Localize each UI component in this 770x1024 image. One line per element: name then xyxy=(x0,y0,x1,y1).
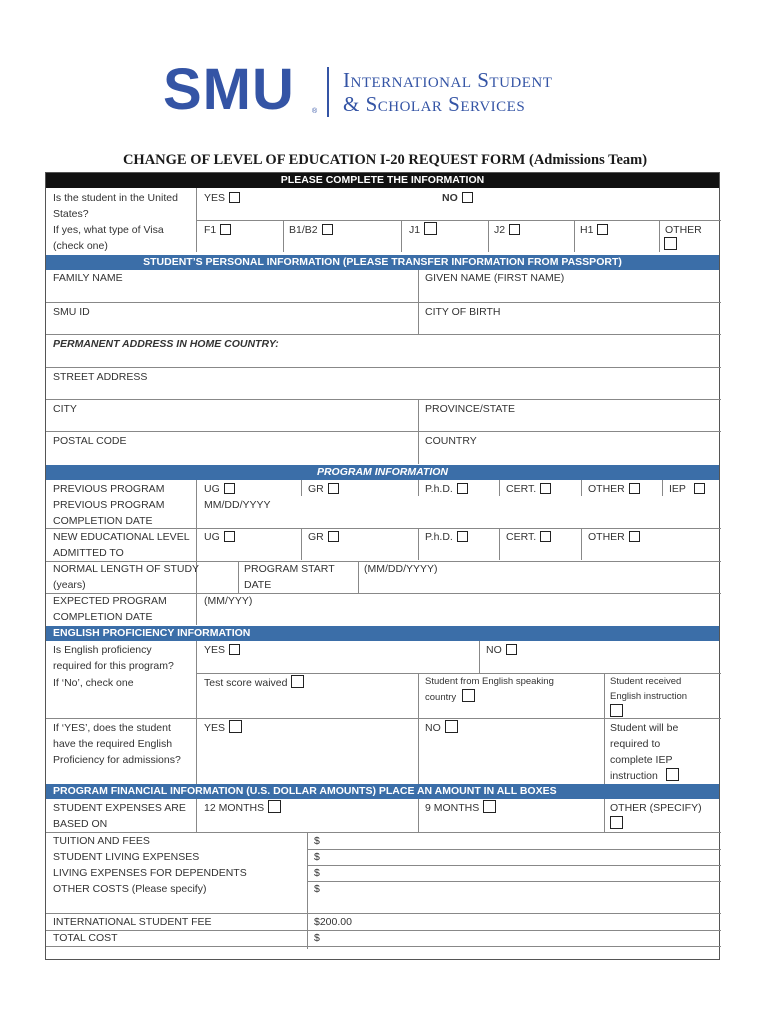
divider xyxy=(196,718,721,719)
city-label: CITY xyxy=(53,403,77,415)
english-no-checkbox[interactable] xyxy=(506,644,517,655)
visa-h1-checkbox[interactable] xyxy=(597,224,608,235)
expected-completion-label: EXPECTED PROGRAM COMPLETION DATE xyxy=(53,595,167,623)
divider xyxy=(418,673,419,784)
divider xyxy=(46,718,196,719)
in-us-no-checkbox[interactable] xyxy=(462,192,473,203)
new-gr-checkbox[interactable] xyxy=(328,531,339,542)
in-us-no[interactable] xyxy=(442,190,473,206)
new-other[interactable] xyxy=(588,529,640,545)
normal-length-label: NORMAL LENGTH OF STUDY (years) xyxy=(53,563,199,591)
smu-wordmark: SMU xyxy=(163,57,295,122)
months-9-checkbox[interactable] xyxy=(483,800,496,813)
prev-gr-label: GR xyxy=(308,483,324,495)
new-cert[interactable] xyxy=(506,529,551,545)
divider xyxy=(46,431,721,432)
prev-completion-label: PREVIOUS PROGRAM COMPLETION DATE xyxy=(53,499,165,527)
divider xyxy=(574,220,575,252)
test-waived-label: Test score waived xyxy=(204,677,288,689)
visa-b1b2-label: B1/B2 xyxy=(289,224,318,236)
in-us-yes-label: YES xyxy=(204,192,226,204)
section-program-header: PROGRAM INFORMATION xyxy=(46,465,719,480)
new-ug[interactable] xyxy=(204,529,235,545)
divider xyxy=(662,480,663,496)
divider xyxy=(604,673,605,784)
months-12-checkbox[interactable] xyxy=(268,800,281,813)
english-no2-label: NO xyxy=(425,722,441,734)
received-instruction-checkbox[interactable] xyxy=(610,704,623,717)
prev-other-label: OTHER xyxy=(588,483,625,495)
visa-b1b2[interactable] xyxy=(289,222,333,238)
divider xyxy=(418,528,419,560)
dependents-label: LIVING EXPENSES FOR DEPENDENTS xyxy=(53,867,247,879)
divider xyxy=(499,480,500,496)
logo-divider xyxy=(327,67,329,117)
months-12-label: 12 MONTHS xyxy=(204,802,265,814)
english-country-label: Student from English speaking country xyxy=(425,676,554,703)
smu-logo xyxy=(0,57,770,122)
english-country[interactable] xyxy=(425,674,575,705)
divider xyxy=(196,220,721,221)
new-phd[interactable] xyxy=(425,529,468,545)
visa-other-label: OTHER xyxy=(665,224,702,236)
divider xyxy=(307,881,721,882)
prev-completion-hint: MM/DD/YYYY xyxy=(204,499,271,511)
divider xyxy=(46,367,721,368)
new-gr-label: GR xyxy=(308,531,324,543)
intl-fee-label: INTERNATIONAL STUDENT FEE xyxy=(53,916,212,928)
months-12[interactable] xyxy=(204,800,281,816)
divider xyxy=(196,799,197,832)
prev-iep[interactable] xyxy=(669,481,705,497)
divider xyxy=(659,220,660,252)
prev-phd-checkbox[interactable] xyxy=(457,483,468,494)
iep-required-label: Student will be required to complete IEP instruction xyxy=(610,722,679,782)
prev-cert[interactable] xyxy=(506,481,551,497)
test-waived[interactable] xyxy=(204,675,304,691)
prev-cert-label: CERT. xyxy=(506,483,537,495)
divider xyxy=(46,302,721,303)
new-ug-checkbox[interactable] xyxy=(224,531,235,542)
new-gr[interactable] xyxy=(308,529,339,545)
divider xyxy=(488,220,489,252)
tuition-value[interactable]: $ xyxy=(314,835,320,847)
prev-ug[interactable] xyxy=(204,481,235,497)
visa-j2-label: J2 xyxy=(494,224,506,236)
divider xyxy=(418,480,419,496)
permanent-address-label: PERMANENT ADDRESS IN HOME COUNTRY: xyxy=(53,338,279,350)
section-english-header: ENGLISH PROFICIENCY INFORMATION xyxy=(46,626,719,641)
start-date-hint: (MM/DD/YYYY) xyxy=(364,563,438,575)
expected-completion-hint: (MM/YYY) xyxy=(204,595,253,607)
months-9[interactable] xyxy=(425,800,496,816)
english-no-label: NO xyxy=(486,644,502,656)
other-costs-value[interactable]: $ xyxy=(314,883,320,895)
visa-other-checkbox[interactable] xyxy=(664,237,677,250)
divider xyxy=(301,480,302,496)
new-cert-label: CERT. xyxy=(506,531,537,543)
registered-mark: ® xyxy=(312,108,318,115)
visa-question: If yes, what type of Visa (check one) xyxy=(53,224,164,252)
prev-ug-checkbox[interactable] xyxy=(224,483,235,494)
english-no2[interactable] xyxy=(425,720,458,736)
months-9-label: 9 MONTHS xyxy=(425,802,480,814)
request-form xyxy=(45,172,720,960)
prev-ug-label: UG xyxy=(204,483,220,495)
other-specify-label: OTHER (SPECIFY) xyxy=(610,802,702,814)
divider xyxy=(196,641,197,784)
new-phd-checkbox[interactable] xyxy=(457,531,468,542)
divider xyxy=(358,561,359,593)
english-required-question: Is English proficiency required for this program? xyxy=(53,644,174,672)
divider xyxy=(46,946,721,947)
visa-j1-checkbox[interactable] xyxy=(424,222,437,235)
new-phd-label: P.h.D. xyxy=(425,531,453,543)
english-country-checkbox[interactable] xyxy=(462,689,475,702)
divider xyxy=(46,399,721,400)
divider xyxy=(46,334,721,335)
divider xyxy=(604,799,605,832)
visa-j2-checkbox[interactable] xyxy=(509,224,520,235)
new-other-label: OTHER xyxy=(588,531,625,543)
english-no2-checkbox[interactable] xyxy=(445,720,458,733)
divider xyxy=(401,220,402,252)
prev-phd-label: P.h.D. xyxy=(425,483,453,495)
iep-required-checkbox[interactable] xyxy=(666,768,679,781)
visa-f1-label: F1 xyxy=(204,224,217,236)
english-yes-checkbox[interactable] xyxy=(229,644,240,655)
previous-program-label: PREVIOUS PROGRAM xyxy=(53,483,165,495)
in-us-yes-checkbox[interactable] xyxy=(229,192,240,203)
start-date-label: PROGRAM START DATE xyxy=(244,563,335,591)
prev-gr[interactable] xyxy=(308,481,339,497)
new-ug-label: UG xyxy=(204,531,220,543)
dependents-value[interactable]: $ xyxy=(314,867,320,879)
city-of-birth-label: CITY OF BIRTH xyxy=(425,306,501,318)
divider xyxy=(307,865,721,866)
postal-code-label: POSTAL CODE xyxy=(53,435,127,447)
smu-id-label: SMU ID xyxy=(53,306,90,318)
other-specify-checkbox[interactable] xyxy=(610,816,623,829)
visa-j1[interactable] xyxy=(409,222,437,238)
prev-iep-checkbox[interactable] xyxy=(694,483,705,494)
english-yes[interactable] xyxy=(204,642,240,658)
visa-b1b2-checkbox[interactable] xyxy=(322,224,333,235)
divider xyxy=(581,480,582,496)
english-yes-label: YES xyxy=(204,644,226,656)
intl-fee-value: $200.00 xyxy=(314,916,352,928)
total-cost-label: TOTAL COST xyxy=(53,932,118,944)
english-no[interactable] xyxy=(486,642,517,658)
divider xyxy=(307,849,721,850)
prev-gr-checkbox[interactable] xyxy=(328,483,339,494)
total-cost-value[interactable]: $ xyxy=(314,932,320,944)
prev-phd[interactable] xyxy=(425,481,468,497)
if-yes-question: If ‘YES’, does the student have the required English Proficiency for admissions? xyxy=(53,722,181,766)
divider xyxy=(238,561,239,593)
english-yes2-checkbox[interactable] xyxy=(229,720,242,733)
divider xyxy=(46,930,721,931)
family-name-label: FAMILY NAME xyxy=(53,272,123,284)
in-us-no-label: NO xyxy=(442,192,458,204)
based-on-label: STUDENT EXPENSES ARE BASED ON xyxy=(53,802,186,830)
logo-line-2: & Scholar Services xyxy=(343,92,526,116)
received-instruction-label: Student received English instruction xyxy=(610,676,688,702)
visa-h1-label: H1 xyxy=(580,224,594,236)
if-no-label: If ‘No’, check one xyxy=(53,677,134,689)
divider xyxy=(418,799,419,832)
visa-f1-checkbox[interactable] xyxy=(220,224,231,235)
new-level-label: NEW EDUCATIONAL LEVEL ADMITTED TO xyxy=(53,531,190,559)
section-personal-header: STUDENT’S PERSONAL INFORMATION (PLEASE TRANSFER INFORMATION FROM PASSPORT) xyxy=(46,255,719,270)
prev-other-checkbox[interactable] xyxy=(629,483,640,494)
section-financial-header: PROGRAM FINANCIAL INFORMATION (U.S. DOLLAR AMOUNTS) PLACE AN AMOUNT IN ALL BOXES xyxy=(46,784,719,799)
street-address-label: STREET ADDRESS xyxy=(53,371,148,383)
in-us-question: Is the student in the United States? xyxy=(53,192,178,220)
divider xyxy=(301,528,302,560)
visa-j2[interactable] xyxy=(494,222,520,238)
divider xyxy=(196,480,197,625)
province-label: PROVINCE/STATE xyxy=(425,403,516,415)
divider xyxy=(479,641,480,673)
given-name-label: GIVEN NAME (FIRST NAME) xyxy=(425,272,565,284)
living-expenses-value[interactable]: $ xyxy=(314,851,320,863)
other-costs-label: OTHER COSTS (Please specify) xyxy=(53,883,207,895)
new-other-checkbox[interactable] xyxy=(629,531,640,542)
prev-iep-label: IEP xyxy=(669,483,686,495)
english-yes2-label: YES xyxy=(204,722,226,734)
test-waived-checkbox[interactable] xyxy=(291,675,304,688)
logo-line-1: International Student xyxy=(343,68,553,92)
form-title: CHANGE OF LEVEL OF EDUCATION I-20 REQUEST FORM (Admissions Team) xyxy=(122,152,648,168)
iep-required[interactable] xyxy=(610,720,700,784)
prev-cert-checkbox[interactable] xyxy=(540,483,551,494)
visa-f1[interactable] xyxy=(204,222,231,238)
in-us-yes[interactable] xyxy=(204,190,240,206)
divider xyxy=(283,220,284,252)
divider xyxy=(499,528,500,560)
new-cert-checkbox[interactable] xyxy=(540,531,551,542)
section-complete-header: PLEASE COMPLETE THE INFORMATION xyxy=(46,173,719,188)
country-label: COUNTRY xyxy=(425,435,477,447)
visa-h1[interactable] xyxy=(580,222,608,238)
tuition-label: TUITION AND FEES xyxy=(53,835,150,847)
visa-j1-label: J1 xyxy=(409,224,421,236)
prev-other[interactable] xyxy=(588,481,640,497)
divider xyxy=(581,528,582,560)
living-expenses-label: STUDENT LIVING EXPENSES xyxy=(53,851,200,863)
english-yes2[interactable] xyxy=(204,720,242,736)
